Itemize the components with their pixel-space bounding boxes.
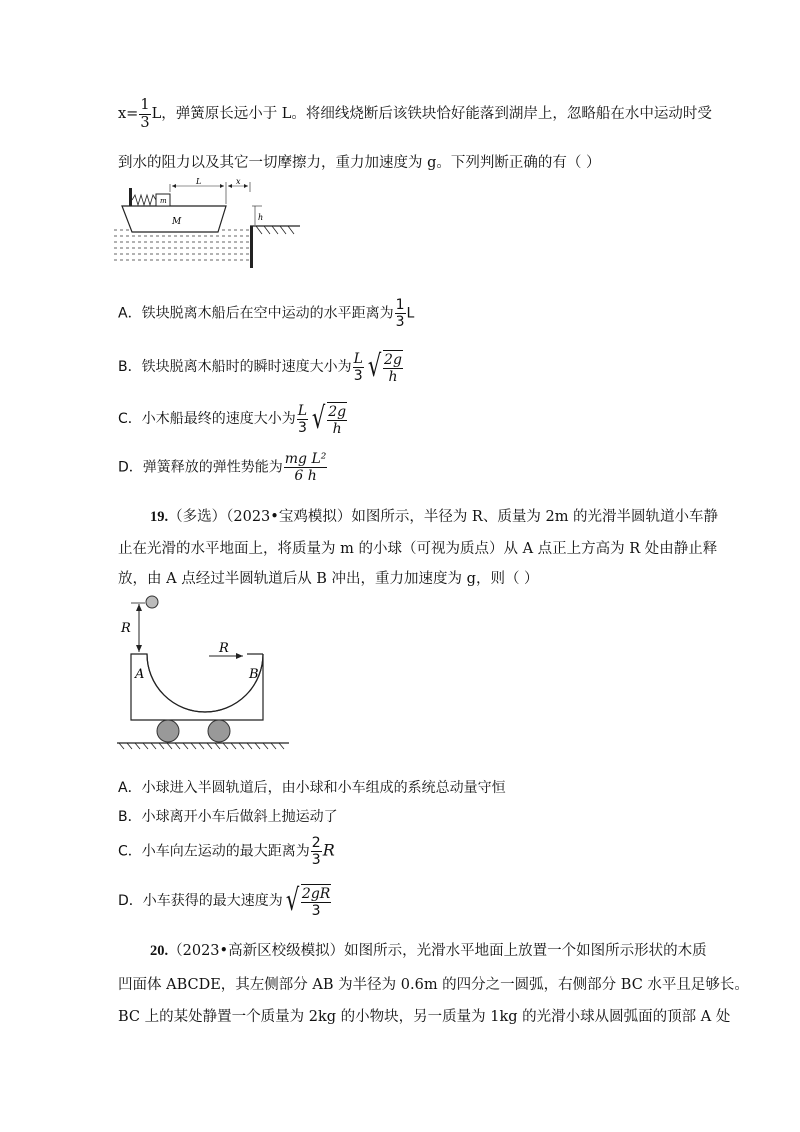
q18-option-d: D．弹簧释放的弹性势能为 $\frac{\text{mg L²}}{6 h}$	[118, 451, 327, 484]
q19-option-a: A．小球进入半圆轨道后，由小球和小车组成的系统总动量守恒	[118, 780, 506, 796]
q18-option-b: B．铁块脱离木船时的瞬时速度大小为 $\frac{L}{3}$ √ $\frac{2g}{h}$	[118, 349, 402, 385]
q18-label-M: M	[172, 217, 182, 227]
q19-label-r-left: R	[121, 621, 131, 636]
q19-option-d: D．小车获得的最大速度为 √ $\frac{2gR}{3}$	[118, 883, 331, 919]
q19-label-a: A	[135, 667, 145, 682]
q20-stem-line3: BC 上的某处静置一个质量为 2kg 的小物块，另一质量为 1kg 的光滑小球从圆弧面的顶部 A 处	[118, 1009, 731, 1025]
q18-option-c: C．小木船最终的速度大小为 $\frac{L}{3}$ √ $\frac{2g}{h}$	[118, 401, 347, 437]
q18-frac: $\frac{1}{3}$	[140, 97, 150, 131]
q18-stem-line1: x= $\frac{1}{3}$ L，弹簧原长远小于 L。将细线烧断后该铁块恰好能落到湖岸上，忽略船在水中运动时受	[118, 97, 712, 131]
q19-label-b: B	[249, 667, 259, 682]
q18-label-h: h	[258, 213, 264, 222]
q19-stem-line2: 止在光滑的水平地面上，将质量为 m 的小球（可视为质点）从 A 点正上方高为 R 处由静止释	[118, 541, 718, 557]
q18-label-L: L	[196, 178, 202, 186]
q19-stem-line1: 19.（多选）（2023•宝鸡模拟）如图所示，半径为 R、质量为 2m 的光滑半圆轨道小车静	[150, 509, 719, 525]
q19-option-c: C．小车向左运动的最大距离为 $\frac{2}{3}$ R	[118, 835, 335, 868]
q19-stem-line3: 放，由 A 点经过半圆轨道后从 B 冲出，重力加速度为 g，则（ ）	[118, 571, 539, 587]
q20-stem-line2: 凹面体 ABCDE，其左侧部分 AB 为半径为 0.6m 的四分之一圆弧，右侧部分 BC 水平且足够长。	[118, 977, 749, 993]
q19-cart-figure	[115, 592, 295, 752]
q18-label-x: x	[236, 178, 241, 186]
q18-boat-figure	[112, 178, 302, 268]
q19-option-b: B．小球离开小车后做斜上抛运动了	[118, 809, 338, 825]
q19-label-r-arrow: R	[219, 641, 229, 656]
q20-stem-line1: 20.（2023•高新区校级模拟）如图所示，光滑水平地面上放置一个如图所示形状的木质	[150, 943, 707, 959]
q18-label-m: m	[160, 197, 167, 205]
q18-option-a: A．铁块脱离木船后在空中运动的水平距离为 $\frac{1}{3}$ L	[118, 297, 415, 330]
q18-stem-line2: 到水的阻力以及其它一切摩擦力，重力加速度为 g。下列判断正确的有（ ）	[118, 155, 601, 171]
